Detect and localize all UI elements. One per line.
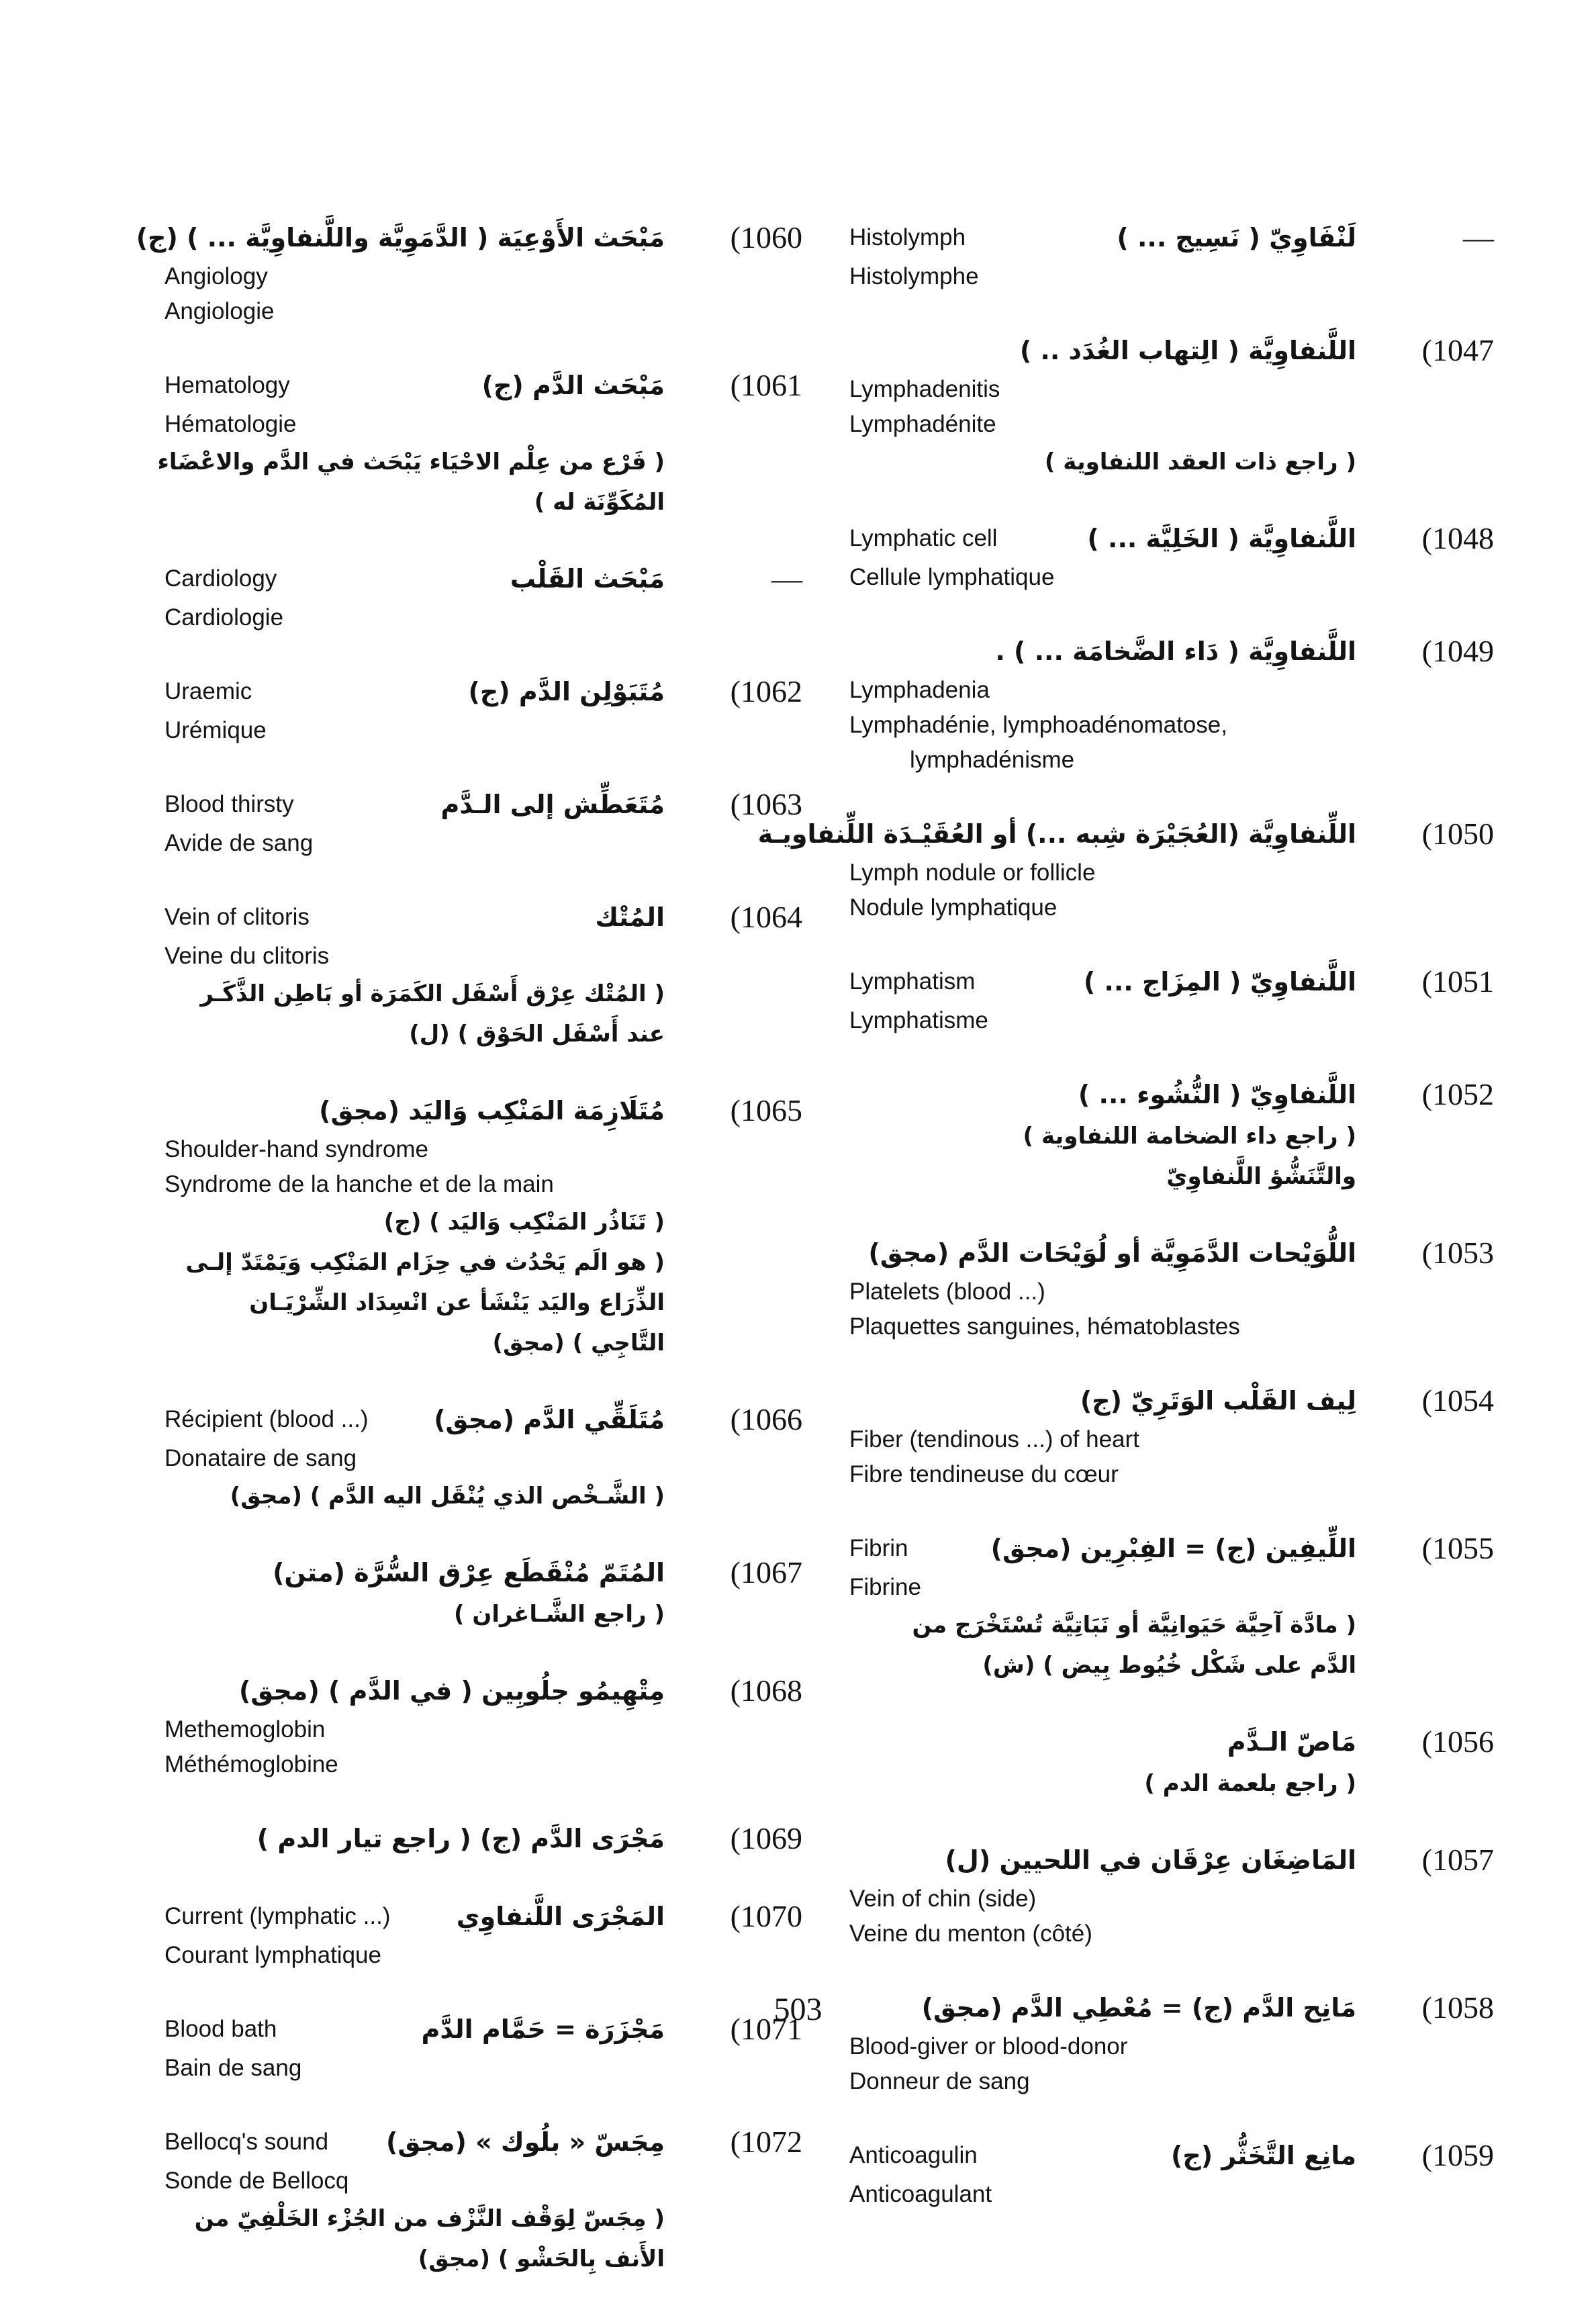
- entry-header-line: [849, 1720, 1494, 1763]
- english-term: Current (lymphatic ...): [165, 1903, 391, 1929]
- dictionary-entry: [165, 1089, 802, 1363]
- dictionary-entry: [849, 1720, 1494, 1804]
- french-term: Angiologie: [165, 298, 275, 324]
- entry-header-line: [165, 670, 802, 713]
- entry-number: (1055: [1421, 1531, 1494, 1565]
- english-term: Blood thirsty: [165, 791, 294, 817]
- arabic-note: الدَّم على شَكْل خُيُوط بِيض ) (ش): [982, 1652, 1356, 1679]
- entry-number: (1060: [730, 220, 802, 254]
- arabic-term: مَبْحَث الأَوْعِيَة ( الدَّمَوِيَّة واللَّنفاوِيَّة ... ) (ج): [136, 223, 665, 252]
- dictionary-entry: [165, 670, 802, 748]
- entry-header-line: [165, 783, 802, 826]
- arabic-note: ( المُتْك عِرْق أَسْفَل الكَمَرَة أو بَاطِن الذَّكَـر: [200, 980, 665, 1007]
- dictionary-entry: [757, 813, 1494, 925]
- arabic-term: مُتَلَازِمَة المَنْكِب وَاليَد (مجق): [319, 1096, 665, 1125]
- entry-number: (1051: [1421, 964, 1494, 999]
- entry-number: (1057: [1421, 1843, 1494, 1877]
- entry-header-line: [849, 517, 1494, 560]
- dictionary-entry: [157, 364, 802, 522]
- english-term: Angiology: [165, 263, 268, 289]
- arabic-note: ( مادَّة آحِيَّة حَيَوانِيَّة أو نَبَاتِيَّة تُسْتَخْرَج من: [912, 1612, 1356, 1638]
- entry-number: (1050: [1421, 817, 1494, 851]
- entry-header-line: [165, 364, 802, 407]
- french-term: Veine du menton (côté): [849, 1920, 1092, 1947]
- dictionary-entry: [136, 216, 802, 329]
- english-term: Vein of clitoris: [165, 904, 310, 930]
- dictionary-entry: [165, 1669, 802, 1782]
- entry-number: (1053: [1421, 1236, 1494, 1270]
- arabic-note: عند أَسْفَل الحَوْق ) (ل): [409, 1021, 665, 1048]
- french-term: Fibrine: [849, 1574, 921, 1600]
- french-term: Fibre tendineuse du cœur: [849, 1461, 1119, 1487]
- arabic-term: مَانِح الدَّم (ج) = مُعْطِي الدَّم (مجق): [921, 1993, 1356, 2023]
- arabic-term: اللِّيفِين (ج) = الفِبْرِين (مجق): [990, 1534, 1356, 1563]
- arabic-term: مُتَبَوْلِن الدَّم (ج): [468, 677, 665, 706]
- french-term: Donneur de sang: [849, 2068, 1030, 2094]
- french-term: Anticoagulant: [849, 2181, 992, 2207]
- arabic-note: الذِّرَاع واليَد يَنْشَأ عن انْسِدَاد الشِّرْيَـان: [249, 1289, 665, 1316]
- entry-number: (1056: [1421, 1724, 1494, 1759]
- entry-header-line: [165, 2121, 802, 2164]
- entry-header-line: [849, 1073, 1494, 1116]
- french-term: Histolymphe: [849, 263, 979, 289]
- entry-number: (1061: [730, 368, 802, 402]
- dictionary-entry: [165, 1398, 802, 1516]
- french-term: Veine du clitoris: [165, 943, 330, 969]
- dictionary-entry: [165, 1551, 802, 1634]
- french-term: Courant lymphatique: [165, 1942, 381, 1968]
- entry-header-line: [165, 896, 802, 939]
- english-term: Lymphatism: [849, 968, 976, 994]
- arabic-term: اللَّنفاوِيَّة ( دَاء الضَّخامَة ... ) .: [995, 637, 1356, 666]
- entry-header-line: [165, 557, 802, 600]
- dictionary-entry: [165, 896, 802, 1054]
- arabic-term: المَجْرَى اللَّنفاوِي: [456, 1902, 665, 1931]
- page-number: 503: [773, 1992, 823, 2027]
- french-term: Lymphadénie, lymphoadénomatose,: [849, 712, 1227, 738]
- arabic-note: ( راجع داء الضخامة اللنفاوية ): [1023, 1123, 1356, 1150]
- dictionary-entry: [849, 1232, 1494, 1344]
- dictionary-entry: [849, 517, 1494, 595]
- entry-number: (1062: [730, 674, 802, 708]
- entry-number: (1049: [1421, 634, 1494, 668]
- arabic-note: ( راجع الشَّـاغران ): [453, 1601, 665, 1628]
- english-term: Platelets (blood ...): [849, 1279, 1045, 1305]
- arabic-note: ( الشَّـخْص الذي يُنْقَل اليه الدَّم ) (مجق): [230, 1483, 665, 1510]
- arabic-note: والتَّنَشُّؤ اللَّنفاوِيّ: [1166, 1163, 1356, 1190]
- arabic-term: مُتَعَطِّش إلى الـدَّم: [440, 790, 665, 819]
- french-term: Bain de sang: [165, 2055, 302, 2081]
- english-term: Fibrin: [849, 1535, 908, 1561]
- arabic-term: اللَّنفاوِيَّة ( الِتهاب الغُدَد .. ): [1019, 336, 1356, 365]
- english-term: Hematology: [165, 372, 290, 398]
- arabic-note: التَّاجِي ) (مجق): [492, 1330, 665, 1356]
- entry-header-line: [849, 1379, 1494, 1422]
- english-term: Blood-giver or blood-donor: [849, 2033, 1128, 2060]
- english-term: Methemoglobin: [165, 1716, 326, 1743]
- english-term: Lymphatic cell: [849, 525, 998, 551]
- entry-number: (1047: [1421, 333, 1494, 367]
- entry-number: (1065: [730, 1093, 802, 1127]
- entry-number: (1048: [1421, 521, 1494, 555]
- arabic-term: اللَّنفاوِيَّة ( الخَلِيَّة ... ): [1087, 524, 1356, 553]
- entry-header-line: [849, 329, 1494, 372]
- entry-number: (1071: [730, 2012, 802, 2046]
- english-term: Lymph nodule or follicle: [849, 860, 1096, 886]
- french-term: Cellule lymphatique: [849, 564, 1055, 590]
- entry-header-line: [849, 2134, 1494, 2177]
- arabic-term: مُتَلَقِّي الدَّم (مجق): [434, 1405, 665, 1434]
- arabic-term: اللُّوَيْحات الدَّمَوِيَّة أو لُوَيْحَات الدَّم (مجق): [868, 1238, 1356, 1268]
- entry-number: (1052: [1421, 1077, 1494, 1111]
- french-term: Nodule lymphatique: [849, 894, 1058, 921]
- arabic-term: اللِّنفاوِيَّة (العُجَيْرَة شِبه ...) أو العُقَيْـدَة اللِّنفاويـة: [757, 819, 1356, 849]
- french-term: Avide de sang: [165, 830, 314, 856]
- dictionary-entry: [165, 1817, 802, 1860]
- french-term: Lymphadénite: [849, 411, 996, 437]
- entry-number: (1063: [730, 787, 802, 821]
- dictionary-entry: [165, 1895, 802, 1973]
- entry-header-line: [849, 1527, 1494, 1570]
- dictionary-entry: [165, 783, 802, 861]
- english-term: Bellocq's sound: [165, 2129, 329, 2155]
- arabic-note: الأَنف بِالحَشْو ) (مجق): [418, 2246, 665, 2272]
- english-term: Récipient (blood ...): [165, 1406, 369, 1432]
- dictionary-entry: [849, 1839, 1494, 1951]
- arabic-note: المُكَوِّنَة له ): [534, 489, 665, 516]
- french-term: Syndrome de la hanche et de la main: [165, 1171, 554, 1197]
- arabic-term: مِتْهِيمُو جلُوبِين ( في الدَّم ) (مجق): [238, 1676, 665, 1706]
- entry-number: (1068: [730, 1673, 802, 1708]
- dictionary-entry: [849, 960, 1494, 1038]
- arabic-term: مانِع التَّخَثُّر (ج): [1171, 2141, 1356, 2170]
- english-term: Vein of chin (side): [849, 1886, 1037, 1912]
- arabic-term: مَبْحَث القَلْب: [510, 564, 665, 594]
- entry-header-line: [849, 216, 1494, 259]
- entry-number: (1054: [1421, 1383, 1494, 1418]
- arabic-term: المُتَمّ مُنْقَطَع عِرْق السُّرَّة (متن): [273, 1558, 665, 1587]
- arabic-note: ( مِجَسّ لِوَقْف النَّزْف من الجُزْء الخَلْفِيّ من: [194, 2205, 665, 2232]
- entry-number: —: [1463, 220, 1494, 254]
- french-term: Plaquettes sanguines, hématoblastes: [849, 1313, 1240, 1340]
- english-term: Fiber (tendinous ...) of heart: [849, 1426, 1139, 1452]
- dictionary-entry: [849, 1379, 1494, 1492]
- entry-header-line: [165, 1895, 802, 1938]
- french-term: Méthémoglobine: [165, 1751, 338, 1777]
- dictionary-entry: [849, 1527, 1494, 1685]
- english-term: Lymphadenia: [849, 677, 990, 703]
- entry-number: (1070: [730, 1899, 802, 1933]
- dictionary-entry: [165, 2121, 802, 2279]
- arabic-term: اللَّنفاوِيّ ( المِزَاج ... ): [1083, 967, 1356, 997]
- french-term: Donataire de sang: [165, 1445, 357, 1471]
- english-term: Uraemic: [165, 678, 252, 704]
- dictionary-entry: [849, 630, 1494, 778]
- entry-header-line: [849, 630, 1494, 673]
- entry-header-line: [849, 960, 1494, 1003]
- entry-number: (1067: [730, 1555, 802, 1589]
- entry-number: (1058: [1421, 1990, 1494, 2025]
- arabic-term: مَاصّ الـدَّم: [1227, 1727, 1356, 1757]
- arabic-note: ( هو الَم يَحْدُث في حِزَام المَنْكِب وَيَمْتَدّ إلـى: [185, 1249, 665, 1276]
- arabic-term: لِيف القَلْب الوَتَرِيّ (ج): [1080, 1386, 1356, 1416]
- arabic-term: مَجْزَرَة = حَمَّام الدَّم: [421, 2015, 665, 2044]
- dictionary-entry: [849, 216, 1494, 294]
- entry-number: (1069: [730, 1821, 802, 1855]
- english-term: Anticoagulin: [849, 2142, 978, 2168]
- entry-header-line: [165, 1089, 802, 1132]
- english-term: Histolymph: [849, 224, 966, 250]
- dictionary-entry: [849, 329, 1494, 482]
- entry-number: (1064: [730, 900, 802, 934]
- entry-header-line: [165, 1551, 802, 1594]
- arabic-note: ( تَنَاذُر المَنْكِب وَاليَد ) (ج): [383, 1209, 665, 1236]
- english-term: Blood bath: [165, 2016, 277, 2042]
- dictionary-entry: [849, 1073, 1494, 1197]
- entry-number: (1066: [730, 1402, 802, 1436]
- arabic-term: لَنْفَاوِيّ ( نَسِيج ... ): [1117, 223, 1356, 252]
- arabic-term: اللَّنفاوِيّ ( النُّشُوء ... ): [1078, 1080, 1356, 1109]
- french-term: Sonde de Bellocq: [165, 2168, 349, 2194]
- entry-header-line: [849, 1232, 1494, 1275]
- french-term: lymphadénisme: [910, 747, 1075, 773]
- french-term: Hématologie: [165, 411, 297, 437]
- entry-header-line: [757, 813, 1494, 855]
- entry-number: —: [771, 561, 802, 596]
- french-term: Lymphatisme: [849, 1007, 988, 1033]
- entry-header-line: [136, 216, 802, 259]
- arabic-term: مَبْحَث الدَّم (ج): [481, 371, 665, 400]
- dictionary-entry: [165, 557, 802, 635]
- entry-header-line: [849, 1839, 1494, 1882]
- arabic-note: ( راجع ذات العقد اللنفاوية ): [1044, 449, 1356, 475]
- arabic-note: ( فَرْع من عِلْم الاحْيَاء يَبْحَث في الدَّم والاعْضَاء: [157, 449, 665, 475]
- entry-number: (1059: [1421, 2138, 1494, 2172]
- arabic-term: المُتْك: [595, 903, 665, 932]
- entry-number: (1072: [730, 2125, 802, 2159]
- entry-header-line: [165, 1669, 802, 1712]
- english-term: Lymphadenitis: [849, 376, 1000, 402]
- arabic-note: ( راجع بلعمة الدم ): [1144, 1770, 1356, 1797]
- arabic-term: مِجَسّ « بلُوك » (مجق): [386, 2127, 665, 2157]
- english-term: Shoulder-hand syndrome: [165, 1136, 429, 1162]
- dictionary-entry: [849, 2134, 1494, 2212]
- english-term: Cardiology: [165, 565, 277, 592]
- entry-header-line: [165, 1398, 802, 1441]
- french-term: Cardiologie: [165, 604, 284, 631]
- arabic-term: المَاضِغَان عِرْقَان في اللحيين (ل): [945, 1845, 1356, 1875]
- french-term: Urémique: [165, 717, 267, 743]
- arabic-term: مَجْرَى الدَّم (ج) ( راجع تيار الدم ): [256, 1824, 665, 1853]
- entry-header-line: [165, 1817, 802, 1860]
